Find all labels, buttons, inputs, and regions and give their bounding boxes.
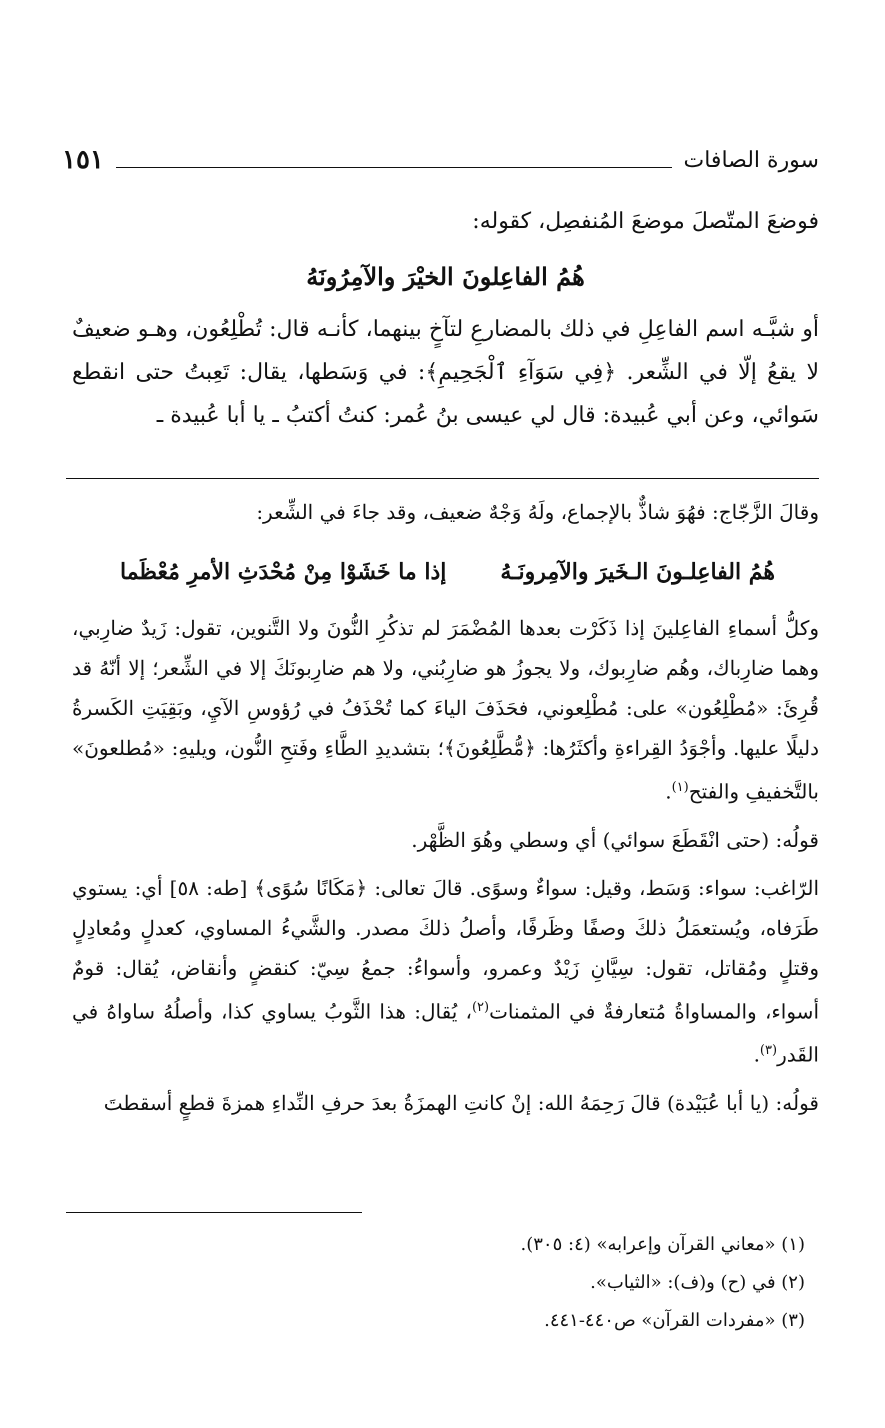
- commentary-separator: [66, 478, 819, 479]
- main-verse: هُمُ الفاعِلونَ الخيْرَ والآمِرُونَهُ: [306, 262, 585, 291]
- footnotes: [300, 1226, 805, 1340]
- verse-hemistich-right: هُمُ الفاعِلـونَ الـخَيرَ والآمِرونَـهُ: [500, 559, 775, 585]
- commentary-para-1: وقالَ الزَّجّاج: فهُوَ شاذٌّ بالإجماع، ولَهُ وَجْهٌ ضعيف، وقد جاءَ في الشِّعر:: [256, 500, 819, 524]
- commentary-para-4: [72, 868, 819, 1075]
- para-4-tail: ، يُقال: هذا الثَّوبُ يساوي كذا، وأصلُهُ ساواهُ في القَدر: [72, 999, 819, 1067]
- footnote-ref-3: (٣): [759, 1043, 778, 1059]
- surah-title: سورة الصافات: [683, 147, 819, 173]
- main-text: [72, 200, 819, 437]
- para-4-text: الرّاغب: سواء: وَسَط، وقيل: سواءٌ وسوًى. قالَ تعالى: ﴿مَكَانًا سُوًى﴾ [طه: ٥٨] أي: يستوي طَرَفاه، ويُستعمَلُ ذلكَ وصفًا وظَرفًا، وأصلُ ذلكَ مصدر. والشَّيءُ المساوي، كعدلٍ ومُعادِلٍ وقتلٍ ومُقاتل، تقول: سِيَّانِ زَيْدٌ وعمرو، وأسواءُ: جمعُ سِيّ: كنقضٍ وأنقاض، يُقال: قومٌ أسواء، والمساواةُ مُتعارفةٌ في المثمنات: [72, 875, 819, 1024]
- footnote-1: (١) «معاني القرآن وإعرابه» (٤: ٣٠٥).: [520, 1234, 805, 1255]
- main-line-1: فوضعَ المتّصلَ موضعَ المُنفصِل، كقوله:: [472, 209, 819, 234]
- commentary-para-5: قولُه: (يا أبا عُبَيْدة) قالَ رَحِمَهُ الله: إنْ كانتِ الهمزَةُ بعدَ حرفِ النِّداءِ همزةَ قطعٍ أسقطتَ: [103, 1090, 819, 1115]
- main-paragraph: أو شبَّـه اسم الفاعِلِ في ذلك بالمضارعِ لتآخٍ بينهما، كأنـه قال: تُطْلِعُون، وهـو ضعيفٌ لا يقعُ إلّا في الشِّعر. ﴿فِي سَوَآءِ ٱلْجَحِيمِ﴾: في وَسَطها، يقال: تَعِبتُ حتى انقطع سَوائي، وعن أبي عُبيدة: قال لي عيسى بنُ عُمر: كنتُ أكتبُ ـ يا أبا عُبيدة ـ: [72, 317, 819, 428]
- para-4-end: .: [753, 1042, 760, 1067]
- footnote-ref-2: (٢): [471, 999, 490, 1015]
- verse-hemistich-left: إذا ما خَشَوْا مِنْ مُحْدَثِ الأمرِ مُعْظَما: [120, 559, 447, 585]
- footnote-ref-1: (١): [671, 780, 689, 795]
- commentary-body: [72, 608, 819, 1123]
- footnote-rule: [66, 1212, 362, 1213]
- footnote-2: (٢) في (ح) و(ف): «الثياب».: [590, 1272, 805, 1293]
- commentary-intro: [72, 492, 819, 532]
- page-header: [62, 140, 819, 180]
- page-number: ١٥١: [62, 145, 104, 175]
- commentary-para-2: وكلُّ أسماءِ الفاعِلينَ إذا ذَكَرْت بعدها المُضْمَرَ لم تذكُرِ النُّونَ ولا التَّنوين، تقول: زَيدٌ ضارِبي، وهما ضارِباك، وهُم ضارِبوك، ولا يجوزُ هو ضارِبُني، ولا هم ضارِبونَكَ إلا في الشِّعر؛ إلا أنّهُ قد قُرِئَ: «مُطْلِعُون» على: مُطْلِعوني، فحَذَفَ الياءَ كما تُحْذَفُ في رُؤوسِ الآيِ، وبَقِيَتِ الكَسرةُ دليلًا عليها. وأجْوَدُ القِراءةِ وأكثَرُها: ﴿مُّطَّلِعُونَ﴾؛ بتشديدِ الطَّاءِ وفَتحِ النُّون، ويليهِ: «مُطلعونَ» بالتَّخفيفِ والفتح$^{(١)}$.: [72, 616, 819, 804]
- footnote-3: (٣) «مفردات القرآن» ص٤٤٠-٤٤١.: [544, 1310, 805, 1331]
- commentary-para-3: قولُه: (حتى انْقَطَعَ سوائي) أي وسطي وهُوَ الظَّهْر.: [411, 827, 819, 852]
- header-rule: [116, 167, 672, 168]
- para-2-text: وكلُّ أسماءِ الفاعِلينَ إذا ذَكَرْت بعدها المُضْمَرَ لم تذكُرِ النُّونَ ولا التَّنوين، تقول: زَيدٌ ضارِبي، وهما ضارِباك، وهُم ضارِبوك، ولا يجوزُ هو ضارِبُني، ولا هم ضارِبونَكَ إلا في الشِّعر؛ إلا أنّهُ قد قُرِئَ: «مُطْلِعُون» على: مُطْلِعوني، فحَذَفَ الياءَ كما تُحْذَفُ في رُؤوسِ الآيِ، وبَقِيَتِ الكَسرةُ دليلًا عليها. وأجْوَدُ القِراءةِ وأكثَرُها: ﴿مُّطَّلِعُونَ﴾؛ بتشديدِ الطَّاءِ وفَتحِ النُّون، ويليهِ: «مُطلعونَ» بالتَّخفيفِ والفتح: [72, 616, 819, 804]
- poetry-verse: [120, 550, 775, 594]
